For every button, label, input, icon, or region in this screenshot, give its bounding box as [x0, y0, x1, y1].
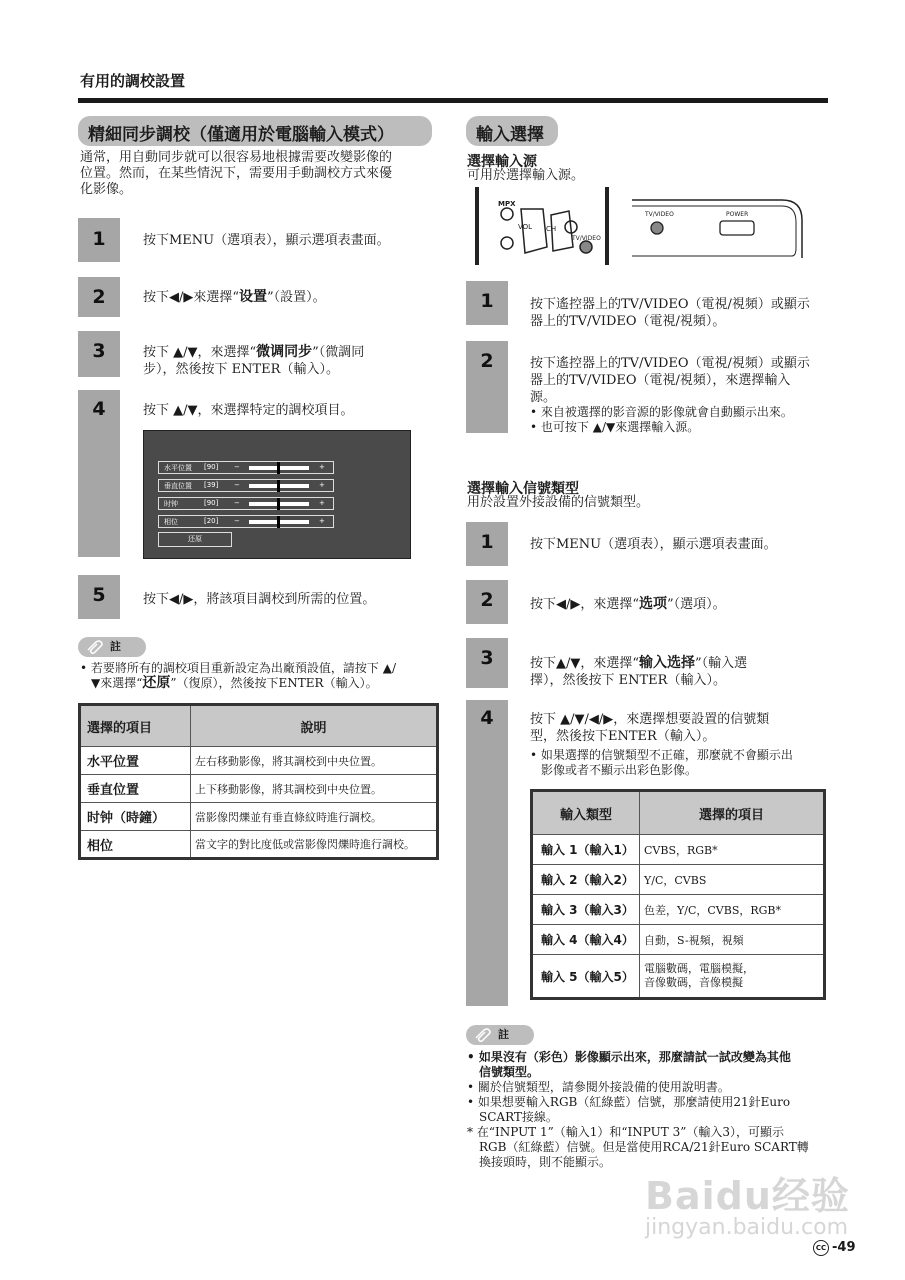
note-mark: • — [467, 1095, 475, 1109]
intro-line: 通常，用自動同步就可以很容易地根據需要改變影像的 — [80, 150, 393, 165]
table-cell-value: 色差，Y/C，CVBS，RGB* — [640, 895, 825, 925]
table-cell-line: 電腦數碼，電腦模擬， — [644, 962, 754, 975]
step-bar — [466, 700, 508, 1006]
step-number: 5 — [92, 584, 106, 606]
table-cell-line: 音像數碼，音像模擬 — [644, 976, 743, 989]
note-label-text: 註 — [498, 1028, 509, 1041]
step-keyword: 输入选择 — [639, 655, 696, 671]
table-cell-value: Y/C，CVBS — [640, 865, 825, 895]
tv-panel-illustration — [632, 198, 828, 258]
subsection-desc: 可用於選擇輸入源。 — [467, 168, 585, 183]
step-bullets: • 如果選擇的信號類型不正確，那麼就不會顯示出 影像或者不顯示出彩色影像。 — [530, 748, 830, 778]
note-line: 關於信號類型，請參閱外接設備的使用說明書。 — [477, 1080, 730, 1094]
step-text: 按下 ▲/▼，來選擇特定的調校項目。 — [143, 403, 354, 418]
menu-row-phase — [158, 515, 334, 528]
step-text — [143, 344, 443, 378]
table-row — [532, 895, 825, 925]
header-rule — [78, 98, 828, 103]
menu-row-h-position — [158, 461, 334, 474]
step-text-part: 按下 ▲/▼，來選擇“ — [143, 345, 257, 360]
note-item — [467, 1095, 832, 1125]
remote-ch-label: CH — [546, 225, 557, 233]
note-item — [467, 1050, 832, 1080]
page-number: -49 — [832, 1240, 856, 1255]
menu-plus: + — [319, 481, 325, 489]
step-keyword: 微调同步 — [256, 344, 313, 360]
note-line: 在“INPUT 1”（輸入1）和“INPUT 3”（輸入3），可顯示 — [476, 1125, 784, 1139]
step-number: 4 — [480, 707, 494, 729]
note-line: 如果沒有（彩色）影像顯示出來，那麼請試一試改變為其他 — [478, 1050, 791, 1064]
table-cell-input: 輸入 5（輸入5） — [532, 955, 640, 999]
table-cell-desc: 左右移動影像，將其調校到中央位置。 — [191, 747, 438, 775]
menu-reset-button: 还原 — [158, 532, 232, 547]
note-label-text: 註 — [110, 640, 121, 653]
step-number: 3 — [480, 647, 494, 669]
step-line: 器上的TV/VIDEO（電視/視頻）。 — [530, 314, 726, 329]
step-text-part: ”（設置）。 — [267, 290, 326, 305]
menu-row-value: [90] — [204, 463, 219, 471]
step-text — [530, 655, 830, 689]
step-bullets: • 來自被選擇的影音源的影像就會自動顯示出來。 • 也可按下 ▲/▼來選擇輸入源。 — [530, 405, 793, 434]
bullet-item: 來自被選擇的影音源的影像就會自動顯示出來。 — [540, 405, 793, 419]
table-header-cell: 說明 — [191, 705, 438, 747]
table-row — [80, 775, 438, 803]
menu-slider-thumb — [277, 516, 280, 528]
step-text: 按下MENU（選項表），顯示選項表畫面。 — [143, 233, 390, 248]
step-keyword: 选项 — [639, 596, 668, 612]
bullet-item: 影像或者不顯示出彩色影像。 — [541, 763, 698, 777]
table-row — [80, 831, 438, 859]
intro-line: 化影像。 — [80, 182, 133, 197]
note-mark: • — [467, 1080, 475, 1094]
step-number: 2 — [480, 589, 494, 611]
remote-tvvideo-label: TV/VIDEO — [572, 235, 601, 242]
step-number: 1 — [92, 228, 106, 250]
step-number: 1 — [480, 531, 494, 553]
table-cell-item: 水平位置 — [80, 747, 191, 775]
menu-row-clock — [158, 497, 334, 510]
bullet-item: 也可按下 ▲/▼來選擇輸入源。 — [540, 420, 700, 434]
note-line: 若要將所有的調校項目重新設定為出廠預設值，請按下 ▲/ — [90, 661, 396, 675]
remote-control-illustration — [473, 187, 613, 265]
section-title-input-select: 輸入選擇 — [466, 116, 558, 146]
menu-minus: − — [234, 481, 240, 489]
step-number: 4 — [92, 398, 106, 420]
remote-mpx-label: MPX — [498, 200, 516, 208]
table-cell-desc: 上下移動影像，將其調校到中央位置。 — [191, 775, 438, 803]
note-line: 如果想要輸入RGB（紅綠藍）信號，那麼請使用21針Euro — [477, 1095, 791, 1109]
step-line: 源。 — [530, 390, 557, 405]
step-text-part: 按下◀/▶，來選擇“ — [530, 597, 640, 612]
table-cell-item: 时钟（時鐘） — [80, 803, 191, 831]
fine-sync-menu-screen — [143, 430, 411, 559]
table-cell-input: 輸入 4（輸入4） — [532, 925, 640, 955]
menu-minus: − — [234, 463, 240, 471]
step-text-part: ”（選項）。 — [667, 597, 726, 612]
fine-sync-items-table — [78, 703, 439, 860]
step-text-part: 按下◀/▶來選擇“ — [143, 290, 240, 305]
table-row — [532, 955, 825, 999]
menu-plus: + — [319, 499, 325, 507]
note-line: RGB（紅綠藍）信號。但是當使用RCA/21針Euro SCART轉 — [479, 1140, 809, 1154]
menu-row-label: 水平位置 — [164, 464, 192, 472]
step-line: 器上的TV/VIDEO（電視/視頻），來選擇輸入 — [530, 373, 791, 388]
step-text — [530, 355, 830, 406]
step-number: 2 — [480, 350, 494, 372]
language-code-icon: CC — [813, 1240, 829, 1256]
table-cell-input: 輸入 3（輸入3） — [532, 895, 640, 925]
note-item — [467, 1080, 832, 1095]
step-text — [530, 596, 726, 613]
input-type-table — [530, 789, 826, 1000]
note-line: 換接頭時，則不能顯示。 — [479, 1155, 612, 1169]
section-title-fine-sync: 精細同步調校（僅適用於電腦輸入模式） — [78, 116, 432, 146]
table-header-cell: 選擇的項目 — [640, 791, 825, 835]
step-line: 型，然後按下ENTER（輸入）。 — [530, 729, 716, 744]
note-line: ▼來選擇“ — [91, 676, 143, 690]
note-keyword: 还原 — [142, 675, 171, 691]
tv-panel-tvvideo-label: TV/VIDEO — [645, 211, 674, 218]
table-cell-value: 自動，S-視頻，視頻 — [640, 925, 825, 955]
note-label — [466, 1025, 534, 1045]
menu-row-label: 时钟 — [164, 500, 178, 508]
menu-row-value: [20] — [204, 517, 219, 525]
note-line: ”（復原），然後按下ENTER（輸入）。 — [170, 676, 378, 690]
bullet-item: 如果選擇的信號類型不正確，那麼就不會顯示出 — [540, 748, 793, 762]
step-number: 1 — [480, 290, 494, 312]
step-text — [530, 296, 830, 330]
remote-vol-label: VOL — [518, 223, 533, 231]
menu-row-label: 相位 — [164, 518, 178, 526]
menu-row-value: [39] — [204, 481, 219, 489]
menu-row-v-position — [158, 479, 334, 492]
table-cell-desc: 當文字的對比度低或當影像閃爍時進行調校。 — [191, 831, 438, 859]
table-cell-desc: 當影像閃爍並有垂直條紋時進行調校。 — [191, 803, 438, 831]
table-row — [80, 803, 438, 831]
step-text-part: 擇），然後按下 ENTER（輸入）。 — [530, 673, 726, 688]
step-text-part: 步），然後按下 ENTER（輸入）。 — [143, 362, 339, 377]
step-text-part: ”（微調同 — [312, 345, 365, 360]
table-header-cell: 選擇的項目 — [80, 705, 191, 747]
note-label — [78, 637, 146, 657]
note-line: SCART接線。 — [479, 1110, 558, 1124]
menu-row-label: 垂直位置 — [164, 482, 192, 490]
step-text — [530, 711, 830, 745]
table-cell-value: CVBS，RGB* — [640, 835, 825, 865]
menu-minus: − — [234, 499, 240, 507]
menu-minus: − — [234, 517, 240, 525]
step-line: 按下 ▲/▼/◀/▶，來選擇想要設置的信號類 — [530, 712, 770, 727]
watermark-url: jingyan.baidu.com — [645, 1215, 849, 1240]
subsection-title: 選擇輸入源 — [467, 154, 537, 170]
menu-slider-thumb — [277, 462, 280, 474]
menu-plus: + — [319, 463, 325, 471]
step-text — [143, 289, 326, 306]
table-header-row — [80, 705, 438, 747]
note-item — [467, 1125, 832, 1170]
subsection-desc: 用於設置外接設備的信號類型。 — [467, 495, 650, 510]
note-list — [467, 1050, 832, 1170]
table-cell-item: 相位 — [80, 831, 191, 859]
paperclip-icon — [474, 1028, 492, 1042]
step-number: 3 — [92, 340, 106, 362]
menu-row-value: [90] — [204, 499, 219, 507]
table-header-row — [532, 791, 825, 835]
step-line: 按下遙控器上的TV/VIDEO（電視/視頻）或顯示 — [530, 297, 810, 312]
note-mark: • — [467, 1050, 475, 1064]
intro-line: 位置。然而，在某些情況下，需要用手動調校方式來優 — [80, 166, 393, 181]
paperclip-icon — [86, 640, 104, 654]
tv-panel-power-label: POWER — [726, 211, 749, 218]
table-row — [532, 925, 825, 955]
menu-slider-thumb — [277, 498, 280, 510]
menu-slider-thumb — [277, 480, 280, 492]
subsection-title: 選擇輸入信號類型 — [467, 481, 579, 497]
step-text: 按下MENU（選項表），顯示選項表畫面。 — [530, 537, 777, 552]
note-mark: * — [467, 1125, 473, 1139]
step-text-part: ”（輸入選 — [695, 656, 748, 671]
step-keyword: 设置 — [239, 289, 268, 305]
table-cell-input: 輸入 2（輸入2） — [532, 865, 640, 895]
table-header-cell: 輸入類型 — [532, 791, 640, 835]
table-cell-input: 輸入 1（輸入1） — [532, 835, 640, 865]
table-cell-item: 垂直位置 — [80, 775, 191, 803]
menu-plus: + — [319, 517, 325, 525]
step-line: 按下遙控器上的TV/VIDEO（電視/視頻）或顯示 — [530, 356, 810, 371]
intro-paragraph — [80, 150, 450, 198]
step-text-part: 按下▲/▼，來選擇“ — [530, 656, 640, 671]
table-cell-value — [640, 955, 825, 999]
table-row — [532, 865, 825, 895]
step-text: 按下◀/▶，將該項目調校到所需的位置。 — [143, 592, 376, 607]
page-header-title: 有用的調校設置 — [80, 72, 186, 90]
watermark-logo: Baidu经验 — [645, 1174, 850, 1218]
step-number: 2 — [92, 286, 106, 308]
note-text: • 若要將所有的調校項目重新設定為出廠預設值，請按下 ▲/ ▼來選擇“还原”（復原），然後按下ENTER（輸入）。 — [80, 661, 396, 691]
table-row — [532, 835, 825, 865]
note-line: 信號類型。 — [479, 1065, 540, 1079]
table-row — [80, 747, 438, 775]
